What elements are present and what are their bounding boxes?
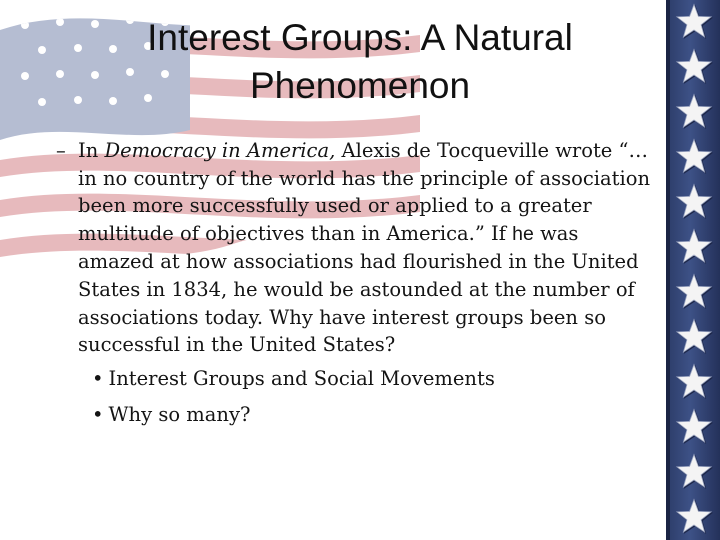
title-line-2: Phenomenon [249, 65, 471, 106]
star-border-edge [666, 0, 670, 540]
he-word: he [512, 222, 534, 245]
bullet-text: Interest Groups and Social Movements [108, 366, 495, 390]
star-icon [677, 185, 711, 218]
star-icon [677, 455, 711, 488]
bullet-marker: • [92, 402, 104, 426]
star-icon [677, 95, 711, 128]
star-column [666, 0, 720, 540]
star-icon [677, 230, 711, 263]
title-line-1: Interest Groups: A Natural [147, 17, 573, 58]
star-icon [677, 365, 711, 398]
book-title: Democracy in America, [104, 139, 336, 162]
star-icon [677, 275, 711, 308]
slide-body [56, 137, 656, 437]
quote-sentence: Alexis de Tocqueville wrote “…in no country of the world has the principle of association been more successfully used or applied to a greater multitude of objectives than in America.” If [78, 139, 651, 245]
intro-prefix: In [78, 139, 105, 162]
question-sentence: was amazed at how associations had flourished in the United States in 1834, he would be astounded at the number of associations today. Why have interest groups been so successful in the United States? [78, 221, 639, 357]
bullet-item [92, 365, 656, 393]
star-border [666, 0, 720, 540]
bullet-list [56, 365, 656, 429]
bullet-text: Why so many? [108, 402, 251, 426]
bullet-marker: • [92, 366, 104, 390]
star-icon [677, 410, 711, 443]
dash-marker: – [56, 139, 66, 162]
star-icon [677, 320, 711, 353]
star-icon [677, 5, 711, 38]
star-icon [677, 140, 711, 173]
star-icon [677, 500, 711, 533]
bullet-item [92, 401, 656, 429]
slide-title [70, 14, 650, 110]
main-paragraph [56, 137, 656, 359]
star-icon [677, 50, 711, 83]
